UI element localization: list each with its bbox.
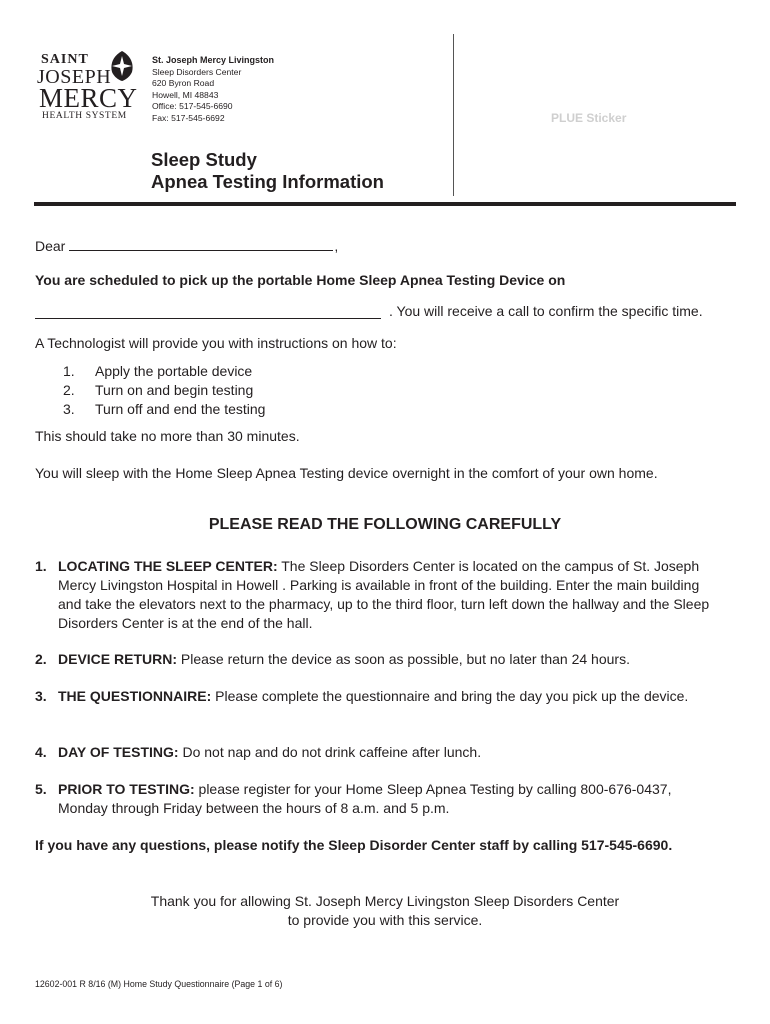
step-number: 3.: [63, 401, 75, 417]
document-title: [151, 149, 384, 193]
thanks-line-1: Thank you for allowing St. Joseph Mercy Livingston Sleep Disorders Center: [150, 893, 620, 909]
address-block: [152, 55, 274, 125]
title-line-2: Apnea Testing Information: [151, 171, 384, 192]
form-footer: 12602-001 R 8/16 (M) Home Study Questionnaire (Page 1 of 6): [35, 979, 283, 989]
overnight-note: You will sleep with the Home Sleep Apnea Testing device overnight in the comfort of your own home.: [35, 465, 658, 481]
step-text: Apply the portable device: [95, 363, 253, 379]
thank-you-message: [0, 892, 770, 930]
item-heading: LOCATING THE SLEEP CENTER:: [58, 558, 278, 574]
office-phone: Office: 517-545-6690: [152, 101, 233, 112]
scheduled-statement: You are scheduled to pick up the portable Home Sleep Apnea Testing Device on: [35, 272, 566, 288]
item-heading: DEVICE RETURN:: [58, 651, 178, 667]
thanks-line-2: to provide you with this service.: [287, 912, 483, 928]
item-heading: PRIOR TO TESTING:: [58, 781, 195, 797]
list-item: [35, 780, 725, 818]
duration-note: This should take no more than 30 minutes.: [35, 428, 300, 444]
list-item: [63, 400, 265, 419]
salutation-dear: Dear: [35, 238, 66, 254]
recipient-name-blank[interactable]: [69, 236, 333, 251]
item-text: Please complete the questionnaire and bring the day you pick up the device.: [211, 688, 689, 704]
street-address: 620 Byron Road: [152, 78, 215, 89]
item-text: please register for your Home Sleep Apnea Testing by calling 800-676-0437, Monday through Friday between the hours of 8 a.m. and 5 p.m.: [58, 781, 672, 816]
logo-line-saint: SAINT: [41, 52, 89, 67]
health-system-logo: [37, 50, 143, 130]
list-item: [35, 557, 725, 633]
item-number: 5.: [35, 781, 47, 797]
item-number: 4.: [35, 744, 47, 760]
list-item: [63, 362, 265, 381]
questions-contact: If you have any questions, please notify the Sleep Disorder Center staff by calling 517-545-6690.: [35, 837, 673, 853]
item-text: The Sleep Disorders Center is located on the campus of St. Joseph Mercy Livingston Hospital in Howell . Parking is available in front of the building. Enter the main building and take the elevators next to the pharmacy, up to the third floor, turn left down the hallway and the Sleep Disorders Center is at the end of the hall.: [58, 558, 710, 631]
salutation-comma: ,: [334, 238, 339, 254]
sticker-prefix: PLUE: [551, 111, 584, 125]
list-item: [35, 687, 725, 706]
department-name: Sleep Disorders Center: [152, 66, 242, 77]
logo-line-health-system: HEALTH SYSTEM: [42, 111, 127, 121]
star-cross-emblem-icon: [107, 50, 137, 82]
list-item: [63, 381, 265, 400]
item-heading: THE QUESTIONNAIRE:: [58, 688, 212, 704]
list-item: [35, 743, 725, 762]
technologist-intro: A Technologist will provide you with instructions on how to:: [35, 335, 397, 351]
list-item: [35, 650, 725, 669]
step-text: Turn off and end the testing: [95, 401, 266, 417]
organization-name: St. Joseph Mercy Livingston: [152, 55, 275, 65]
step-text: Turn on and begin testing: [95, 382, 254, 398]
salutation: [35, 236, 338, 256]
pickup-date-blank[interactable]: [35, 318, 381, 319]
plue-sticker-placeholder: [551, 111, 626, 125]
title-line-1: Sleep Study: [151, 149, 257, 170]
item-number: 3.: [35, 688, 47, 704]
sticker-label: Sticker: [583, 111, 627, 125]
title-rule: [34, 202, 736, 206]
city-state-zip: Howell, MI 48843: [152, 89, 219, 100]
item-number: 1.: [35, 558, 47, 574]
notice-heading: PLEASE READ THE FOLLOWING CAREFULLY: [208, 516, 562, 533]
item-heading: DAY OF TESTING:: [58, 744, 179, 760]
confirm-call-text: . You will receive a call to confirm the specific time.: [389, 303, 703, 319]
logo-line-joseph: JOSEPH: [37, 66, 112, 88]
logo-line-mercy: MERCY: [39, 83, 138, 113]
item-text: Please return the device as soon as possible, but no later than 24 hours.: [177, 651, 630, 667]
header-divider: [453, 34, 454, 196]
item-text: Do not nap and do not drink caffeine after lunch.: [178, 744, 482, 760]
instruction-steps: [63, 362, 265, 419]
step-number: 1.: [63, 363, 75, 379]
item-number: 2.: [35, 651, 47, 667]
fax-number: Fax: 517-545-6692: [152, 112, 225, 123]
step-number: 2.: [63, 382, 75, 398]
